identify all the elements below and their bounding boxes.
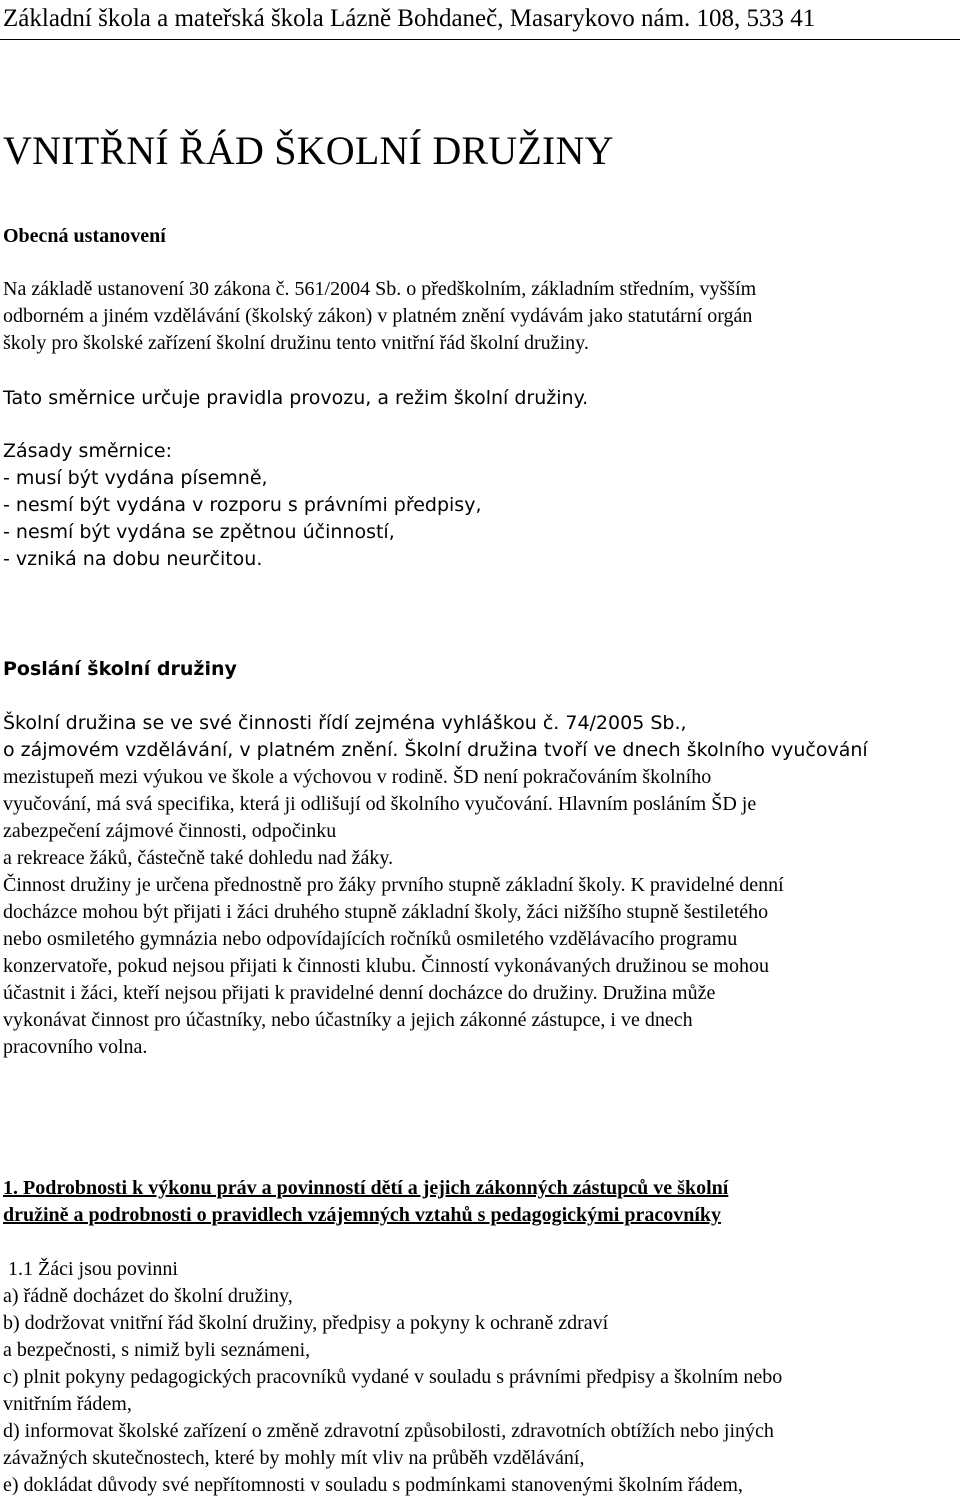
principle-item: - nesmí být vydána v rozporu s právními předpisy,: [3, 494, 482, 516]
paragraph-line: odborném a jiném vzdělávání (školský zákon) v platném znění vydávám jako statutární orgán: [3, 305, 753, 327]
paragraph-line: pracovního volna.: [3, 1036, 148, 1058]
list-item: a) řádně docházet do školní družiny,: [3, 1285, 293, 1307]
list-item: e) dokládat důvody své nepřítomnosti v souladu s podmínkami stanovenými školním řádem,: [3, 1474, 743, 1496]
paragraph-line: vyučování, má svá specifika, která ji odlišují od školního vyučování. Hlavním posláním ŠD je: [3, 793, 757, 815]
list-item: vnitřním řádem,: [3, 1393, 132, 1415]
paragraph-line: Na základě ustanovení 30 zákona č. 561/2004 Sb. o předškolním, základním středním, vyšším: [3, 278, 757, 300]
paragraph-line: vykonávat činnost pro účastníky, nebo účastníky a jejich zákonné zástupce, i ve dnech: [3, 1009, 693, 1031]
principles-heading: Zásady směrnice:: [3, 440, 172, 462]
paragraph-line: konzervatoře, pokud nejsou přijati k činnosti klubu. Činností vykonávaných družinou se mohou: [3, 955, 769, 977]
section-1-heading: družině a podrobnosti o pravidlech vzájemných vztahů s pedagogickými pracovníky: [3, 1204, 722, 1226]
paragraph-line: zabezpečení zájmové činnosti, odpočinku: [3, 820, 337, 842]
paragraph-line: a rekreace žáků, částečně také dohledu nad žáky.: [3, 847, 394, 869]
paragraph-line: docházce mohou být přijati i žáci druhého stupně základní školy, žáci nižšího stupně šestiletého: [3, 901, 769, 923]
paragraph-line: účastnit i žáci, kteří nejsou přijati k pravidelné denní docházce do družiny. Družina může: [3, 982, 716, 1004]
principle-item: - vzniká na dobu neurčitou.: [3, 548, 263, 570]
principle-item: - nesmí být vydána se zpětnou účinností,: [3, 521, 395, 543]
list-item: b) dodržovat vnitřní řád školní družiny, předpisy a pokyny k ochraně zdraví: [3, 1312, 609, 1334]
school-header: Základní škola a mateřská škola Lázně Bohdaneč, Masarykovo nám. 108, 533 41: [3, 5, 816, 32]
section-heading-general: Obecná ustanovení: [3, 225, 166, 247]
document-title: VNITŘNÍ ŘÁD ŠKOLNÍ DRUŽINY: [3, 128, 614, 173]
list-item: d) informovat školské zařízení o změně zdravotní způsobilosti, zdravotních obtížích nebo jiných: [3, 1420, 774, 1442]
list-item: a bezpečnosti, s nimiž byli seznámeni,: [3, 1339, 311, 1361]
list-item: závažných skutečnostech, které by mohly mít vliv na průběh vzdělávání,: [3, 1447, 585, 1469]
paragraph-line: nebo osmiletého gymnázia nebo odpovídajících ročníků osmiletého vzdělávacího programu: [3, 928, 738, 950]
directive-text: Tato směrnice určuje pravidla provozu, a režim školní družiny.: [3, 387, 589, 409]
paragraph-line: Školní družina se ve své činnosti řídí zejména vyhláškou č. 74/2005 Sb.,: [3, 712, 687, 734]
paragraph-line: školy pro školské zařízení školní družinu tento vnitřní řád školní družiny.: [3, 332, 589, 354]
section-1-heading: 1. Podrobnosti k výkonu práv a povinností dětí a jejich zákonných zástupců ve školní: [3, 1177, 729, 1199]
paragraph-line: mezistupeň mezi výukou ve škole a výchovou v rodině. ŠD není pokračováním školního: [3, 766, 712, 788]
section-heading-mission: Poslání školní družiny: [3, 658, 237, 680]
header-divider: [0, 39, 960, 40]
principle-item: - musí být vydána písemně,: [3, 467, 268, 489]
list-item: c) plnit pokyny pedagogických pracovníků vydané v souladu s právními předpisy a školním nebo: [3, 1366, 783, 1388]
subsection-heading: 1.1 Žáci jsou povinni: [8, 1258, 178, 1280]
paragraph-line: Činnost družiny je určena přednostně pro žáky prvního stupně základní školy. K pravidelné denní: [3, 874, 784, 896]
paragraph-line: o zájmovém vzdělávání, v platném znění. Školní družina tvoří ve dnech školního vyučování: [3, 739, 868, 761]
